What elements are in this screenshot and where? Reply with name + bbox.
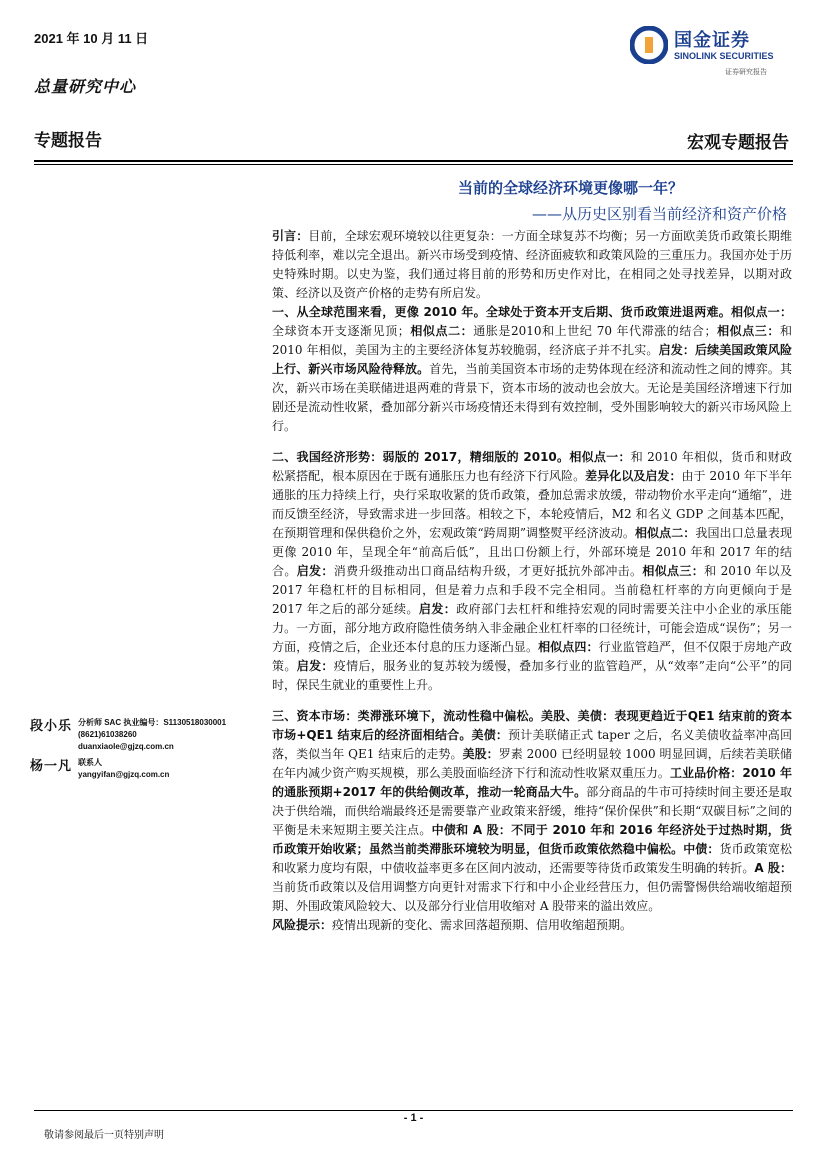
section-3-label: 中债和 A 股：不同于 2010 年和 2016 年经济处于过热时期，货币政策开始收紧；虽然当前类滞胀环境较为明显，但货币政策依然稳中偏松。中债： — [272, 823, 792, 856]
analyst-entry — [30, 755, 270, 795]
footer-disclaimer: 敬请参阅最后一页特别声明 — [44, 1130, 164, 1141]
section-1-label: 相似点二： — [409, 324, 474, 338]
header-divider-thin — [34, 164, 793, 165]
analyst-role: 联系人 — [78, 758, 102, 767]
section-2-label: 启发： — [296, 659, 334, 673]
analyst-name: 段小乐 — [30, 719, 73, 734]
department-name: 总量研究中心 — [34, 77, 137, 96]
section-2-text: 行业监管趋严，但不仅限于房地产政策。 — [272, 640, 792, 673]
section-2-label: 启发： — [418, 602, 457, 616]
section-3-heading: 三、资本市场：类滞涨环境下，流动性稳中偏松。美股、美债：表现更趋近于QE1 结束前的资本市场+QE1 结束后的经济面相结合。美债： — [272, 709, 792, 742]
section-3-text: 当前货币政策以及信用调整方向更针对需求下行和中小企业经营压力，但仍需警惕供给端收缩超预期、外围政策风险较大、以及部分行业信用收缩对 A 股带来的溢出效应。 — [272, 880, 792, 913]
sinolink-logo-icon — [630, 26, 668, 64]
analyst-email[interactable]: yangyifan@gjzq.com.cn — [78, 770, 170, 779]
section-2-text: 政府部门去杠杆和维持宏观的同时需要关注中小企业的承压能力。一方面，部分地方政府隐性债务纳入非金融企业杠杆率的口径统计，可能会造成“误伤”；另一方面，疫情之后，企业还本付息的压力逐渐凸显。 — [272, 602, 792, 654]
risk-paragraph — [272, 916, 792, 935]
section-2-text: 疫情后，服务业的复苏较为缓慢，叠加多行业的监管趋严，从“效率”走向“公平”的同时，保民生就业的重要性上升。 — [272, 659, 792, 692]
section-2-text: 和 2010 年相似，货币和财政松紧搭配，根本原因在于既有通胀压力也有经济下行风险。 — [272, 450, 793, 483]
logo-subtitle: 证券研究报告 — [725, 68, 767, 76]
report-type-right: 宏观专题报告 — [687, 133, 789, 153]
analyst-email[interactable]: duanxiaole@gjzq.com.cn — [78, 742, 174, 751]
section-2-text: 我国出口总量表现更像 2010 年，呈现全年“前高后低”，且出口份额上行，外部环境是 2010 年和 2017 年的结合。 — [272, 526, 792, 578]
section-3-text: 货币政策宽松和收紧力度均有限，中债收益率更多在区间内波动，还需要等待货币政策发生明确的转折。 — [272, 842, 792, 875]
section-1-text: 和 2010 年相似，美国为主的主要经济体复苏较脆弱，经济底子并不扎实。 — [272, 324, 792, 357]
section-2 — [272, 448, 792, 695]
risk-label: 风险提示： — [272, 918, 333, 932]
header-divider — [34, 160, 793, 162]
section-1-text: 通胀是2010和上世纪 70 年代滞涨的结合； — [473, 324, 717, 338]
intro-text: 目前，全球宏观环境较以往更复杂：一方面全球复苏不均衡；另一方面欧美货币政策长期维持低利率，难以完全退出。新兴市场受到疫情、经济面疲软和政策风险的三重压力。我国亦处于历史特殊时期。以史为鉴，我们通过将目前的形势和历史作对比，在相同之处寻找差异，以期对政策、经济以及资产价格的走势有所启发。 — [272, 229, 792, 300]
analyst-sac-number: 分析师 SAC 执业编号：S1130518030001 — [78, 718, 227, 727]
section-2-label: 启发： — [296, 564, 334, 578]
report-date: 2021 年 10 月 11 日 — [34, 31, 149, 46]
section-1 — [272, 303, 792, 436]
section-3-text: 预计美联储正式 taper 之后，名义美债收益率冲高回落，类似当年 QE1 结束后的走势。 — [272, 728, 792, 761]
report-subtitle: ——从历史区别看当前经济和资产价格 — [531, 205, 787, 223]
risk-text: 疫情出现新的变化、需求回落超预期、信用收缩超预期。 — [332, 918, 633, 932]
section-2-text: 由于 2010 年下半年通胀的压力持续上行，央行采取收紧的货币政策，叠加总需求放缓，带动物价水平走向“通缩”，进而反馈至经济，导致需求进一步回落。相较之下，本轮疫情后，M2 和名义 GDP 之间基本匹配，在预期管理和保供稳价之外，宏观政策“跨周期”调整熨平经济波动。 — [272, 469, 792, 540]
section-2-label: 相似点四： — [538, 640, 599, 654]
analyst-phone: (8621)61038260 — [78, 730, 137, 739]
report-body — [272, 227, 792, 935]
logo-name-en: SINOLINK SECURITIES — [674, 51, 774, 61]
section-2-heading: 二、我国经济形势：弱版的 2017，精细版的 2010。相似点一： — [272, 450, 631, 464]
analyst-entry — [30, 715, 270, 755]
report-title: 当前的全球经济环境更像哪一年？ — [457, 179, 683, 197]
section-3-label: 工业品价格： — [669, 766, 743, 780]
section-1-label: 相似点三： — [716, 324, 780, 338]
section-2-label: 相似点三： — [642, 564, 705, 578]
section-3-label: 美股： — [462, 747, 499, 761]
section-3-label: A 股： — [754, 861, 792, 875]
section-1-text: 首先，当前美国资本市场的走势体现在经济和流动性之间的博弈。其次，新兴市场在美联储进退两难的背景下，资本市场的波动也会放大。无论是美国经济增速下行加剧还是流动性收紧，叠加部分新兴市场疫情还未得到有效控制，受外围影响较大的新兴市场风险上行。 — [272, 362, 792, 433]
analyst-name: 杨一凡 — [30, 759, 73, 774]
section-3-text: 罗素 2000 已经明显较 1000 明显回调，后续若美联储在年内减少资产购买规模，那么美股面临经济下行和流动性收紧双重压力。 — [272, 747, 792, 780]
section-3-label: 2010 年的通胀预期+2017 年的供给侧改革，推动一轮商品大牛。 — [272, 766, 792, 799]
section-1-text: 全球资本开支逐渐见顶； — [272, 324, 410, 338]
section-2-text: 消费升级推动出口商品结构升级，才更好抵抗外部冲击。 — [333, 564, 643, 578]
report-type-left: 专题报告 — [34, 131, 102, 151]
analyst-info — [78, 717, 226, 753]
footer-divider — [34, 1110, 793, 1111]
section-3 — [272, 707, 792, 916]
analyst-panel — [30, 715, 270, 795]
intro-label: 引言： — [272, 229, 309, 243]
section-1-heading: 一、从全球范围来看，更像 2010 年。全球处于资本开支后期、货币政策进退两难。相似点一： — [272, 305, 792, 319]
intro-paragraph — [272, 227, 792, 303]
section-1-label: 启发：后续美国政策风险上行、新兴市场风险待释放。 — [272, 343, 792, 376]
logo-name-cn: 国金证券 — [674, 30, 750, 51]
company-logo — [630, 24, 800, 80]
section-2-label: 差异化以及启发： — [585, 469, 682, 483]
section-2-label: 相似点二： — [634, 526, 696, 540]
analyst-info — [78, 757, 169, 781]
section-3-text: 部分商品的牛市可持续时间主要还是取决于供给端，而供给端最终还是需要靠产业政策来舒缓，维持“保价保供”和长期“双碳目标”之间的平衡是未来短期主要关注点。 — [272, 785, 792, 837]
section-2-text: 和 2010 年以及 2017 年稳杠杆的目标相同，但是着力点和手段不完全相同。当前稳杠杆率的方向更倾向于是 2017 年之后的部分延续。 — [272, 564, 792, 616]
page-number: - 1 - — [403, 1112, 424, 1124]
